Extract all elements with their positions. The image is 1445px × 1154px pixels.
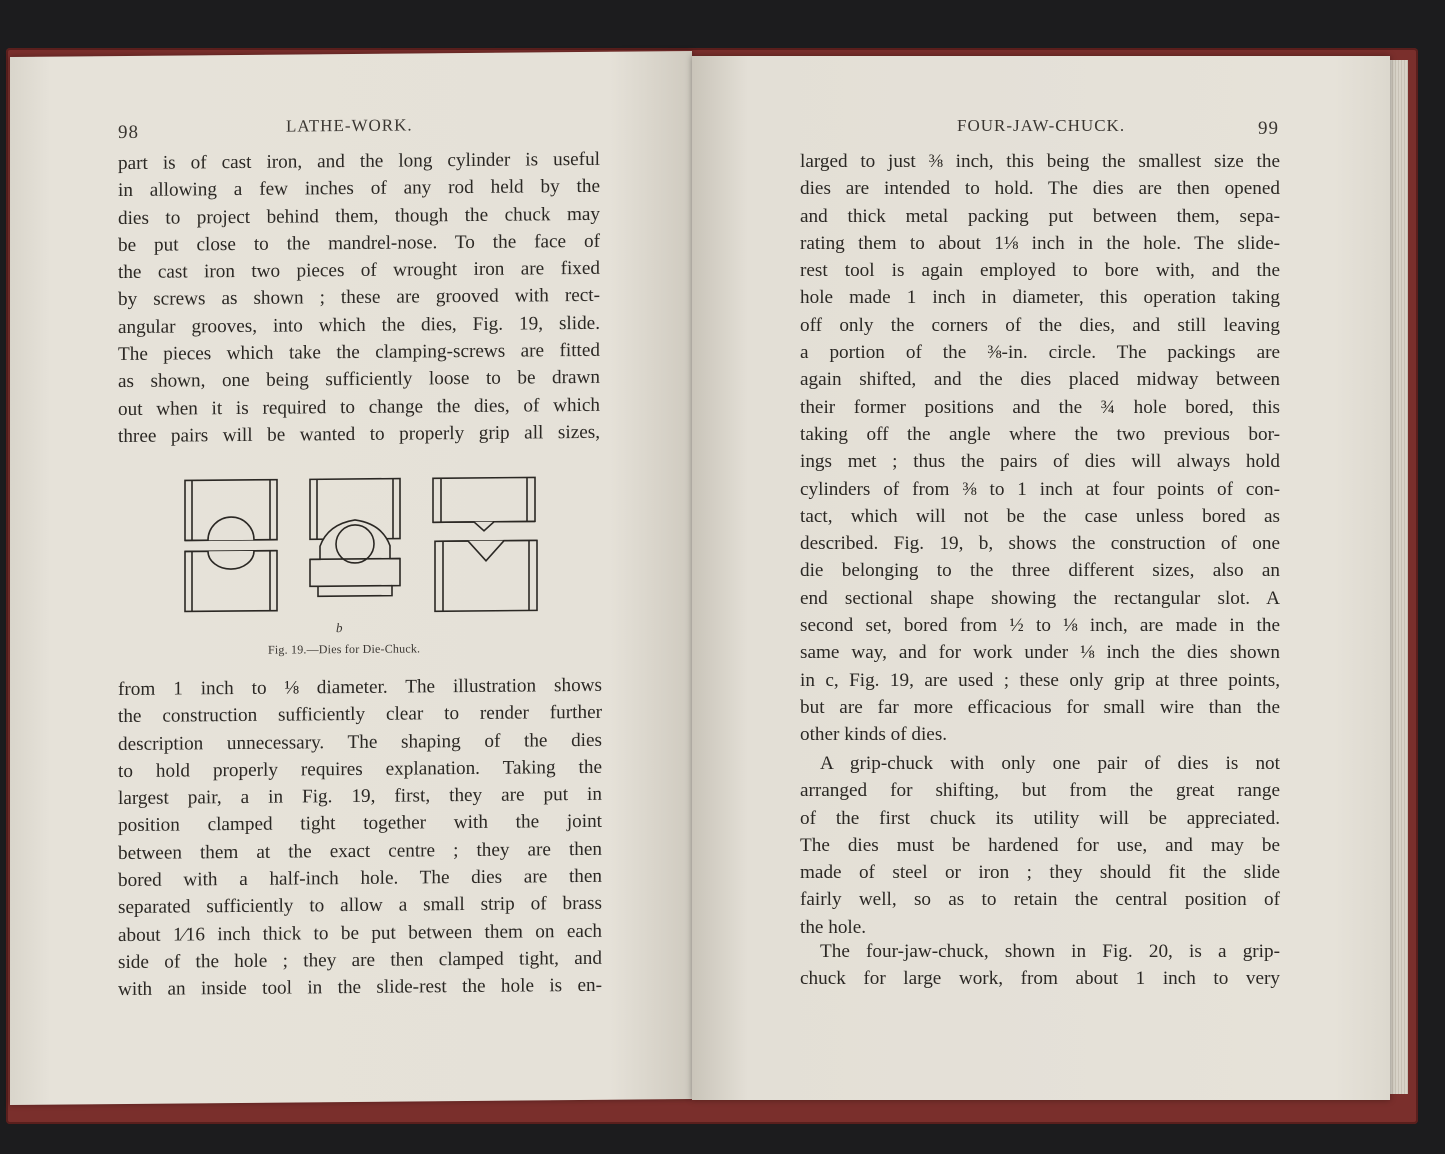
die-a-top: [185, 480, 277, 541]
left-paragraph-bottom: [118, 672, 602, 1004]
text-line: rating them to about 1⅛ inch in the hole. The slide-: [800, 232, 1280, 254]
text-line: of the first chuck its utility will be appreciated.: [800, 807, 1280, 829]
text-line: description unnecessary. The shaping of the dies: [118, 729, 602, 755]
text-line: taking off the angle where the two previous bor-: [800, 423, 1280, 445]
left-paragraph-top: [118, 146, 600, 450]
page-edges: [1390, 60, 1408, 1094]
text-line: a portion of the ⅜-in. circle. The packings are: [800, 342, 1280, 364]
text-line: with an inside tool in the slide-rest the hole is en-: [118, 975, 602, 1001]
text-line: off only the corners of the dies, and still leaving: [800, 314, 1280, 336]
text-line: other kinds of dies.: [800, 724, 948, 746]
figure-caption: Fig. 19.—Dies for Die-Chuck.: [268, 641, 421, 657]
text-line: in allowing a few inches of any rod held by the: [118, 176, 600, 202]
text-line: die belonging to the three different sizes, also an: [800, 560, 1280, 582]
text-line: The pieces which take the clamping-screws are fitted: [118, 339, 600, 366]
text-line: A grip-chuck with only one pair of dies is not: [820, 753, 1280, 774]
text-line: position clamped tight together with the joint: [118, 811, 602, 837]
text-line: ings met ; thus the pairs of dies will always hold: [800, 451, 1280, 473]
text-line: their former positions and the ¾ hole bored, this: [800, 396, 1280, 418]
text-line: the cast iron two pieces of wrought iron are fixed: [118, 258, 600, 284]
text-line: by screws as shown ; these are grooved with rect-: [118, 285, 600, 311]
right-paragraph-1: [800, 148, 1280, 749]
text-line: chuck for large work, from about 1 inch to very: [800, 968, 1280, 990]
figure-19-dies: [180, 474, 550, 619]
text-line: hole made 1 inch in diameter, this operation taking: [800, 287, 1280, 309]
text-line: rest tool is again employed to bore with, and the: [800, 260, 1280, 282]
text-line: side of the hole ; they are then clamped tight, and: [118, 947, 602, 974]
text-line: be put close to the mandrel-nose. To the face of: [118, 230, 600, 256]
text-line: as shown, one being sufficiently loose to be drawn: [118, 367, 600, 393]
text-line: described. Fig. 19, b, shows the construction of one: [800, 533, 1280, 555]
right-paragraph-3: [800, 938, 1280, 993]
text-line: from 1 inch to ⅛ diameter. The illustration shows: [118, 674, 602, 701]
text-line: dies to project behind them, though the chuck may: [118, 203, 600, 229]
right-page-number: 99: [1258, 118, 1279, 139]
text-line: again shifted, and the dies placed midway between: [800, 369, 1280, 391]
text-line: same way, and for work under ⅛ inch the dies shown: [800, 642, 1280, 664]
left-page: [10, 51, 692, 1105]
text-line: in c, Fig. 19, are used ; these only grip at three points,: [800, 669, 1280, 691]
text-line: and thick metal packing put between them, sepa-: [800, 205, 1280, 227]
text-line: about 1⁄16 inch thick to be put between them on each: [118, 920, 602, 946]
text-line: cylinders of from ⅜ to 1 inch at four points of con-: [800, 478, 1280, 500]
die-b-section: [310, 520, 400, 597]
die-a-bottom: [185, 551, 277, 612]
right-paragraph-2: [800, 750, 1280, 941]
text-line: end sectional shape showing the rectangular slot. A: [800, 587, 1280, 609]
left-page-number: 98: [118, 121, 139, 144]
text-line: largest pair, a in Fig. 19, first, they are put in: [118, 783, 602, 810]
text-line: part is of cast iron, and the long cylinder is useful: [118, 148, 600, 175]
die-c-top: [433, 477, 535, 531]
die-c-bottom: [435, 540, 537, 611]
text-line: made of steel or iron ; they should fit the slide: [800, 862, 1280, 884]
text-line: the construction sufficiently clear to render further: [118, 702, 602, 728]
text-line: bored with a half-inch hole. The dies are then: [118, 865, 602, 892]
text-line: out when it is required to change the dies, of which: [118, 394, 600, 420]
text-line: arranged for shifting, but from the great range: [800, 780, 1280, 802]
text-line: tact, which will not be the case unless bored as: [800, 505, 1280, 527]
right-running-head: FOUR-JAW-CHUCK.: [957, 116, 1126, 135]
text-line: The four-jaw-chuck, shown in Fig. 20, is a grip-: [820, 941, 1280, 962]
text-line: to hold properly requires explanation. Taking the: [118, 756, 602, 782]
figure-label-b: b: [336, 620, 343, 636]
text-line: three pairs will be wanted to properly grip all sizes,: [118, 421, 600, 448]
text-line: angular grooves, into which the dies, Fig. 19, slide.: [118, 312, 600, 338]
text-line: separated sufficiently to allow a small strip of brass: [118, 893, 602, 919]
right-page: [692, 56, 1390, 1100]
text-line: fairly well, so as to retain the central position of: [800, 889, 1280, 911]
text-line: The dies must be hardened for use, and may be: [800, 834, 1280, 856]
text-line: between them at the exact centre ; they are then: [118, 838, 602, 864]
text-line: second set, bored from ½ to ⅛ inch, are made in the: [800, 615, 1280, 637]
text-line: larged to just ⅜ inch, this being the smallest size the: [800, 151, 1280, 172]
text-line: but are far more efficacious for small wire than the: [800, 696, 1280, 718]
text-line: dies are intended to hold. The dies are then opened: [800, 178, 1280, 200]
text-line: the hole.: [800, 916, 867, 938]
left-running-head: LATHE-WORK.: [286, 115, 413, 136]
